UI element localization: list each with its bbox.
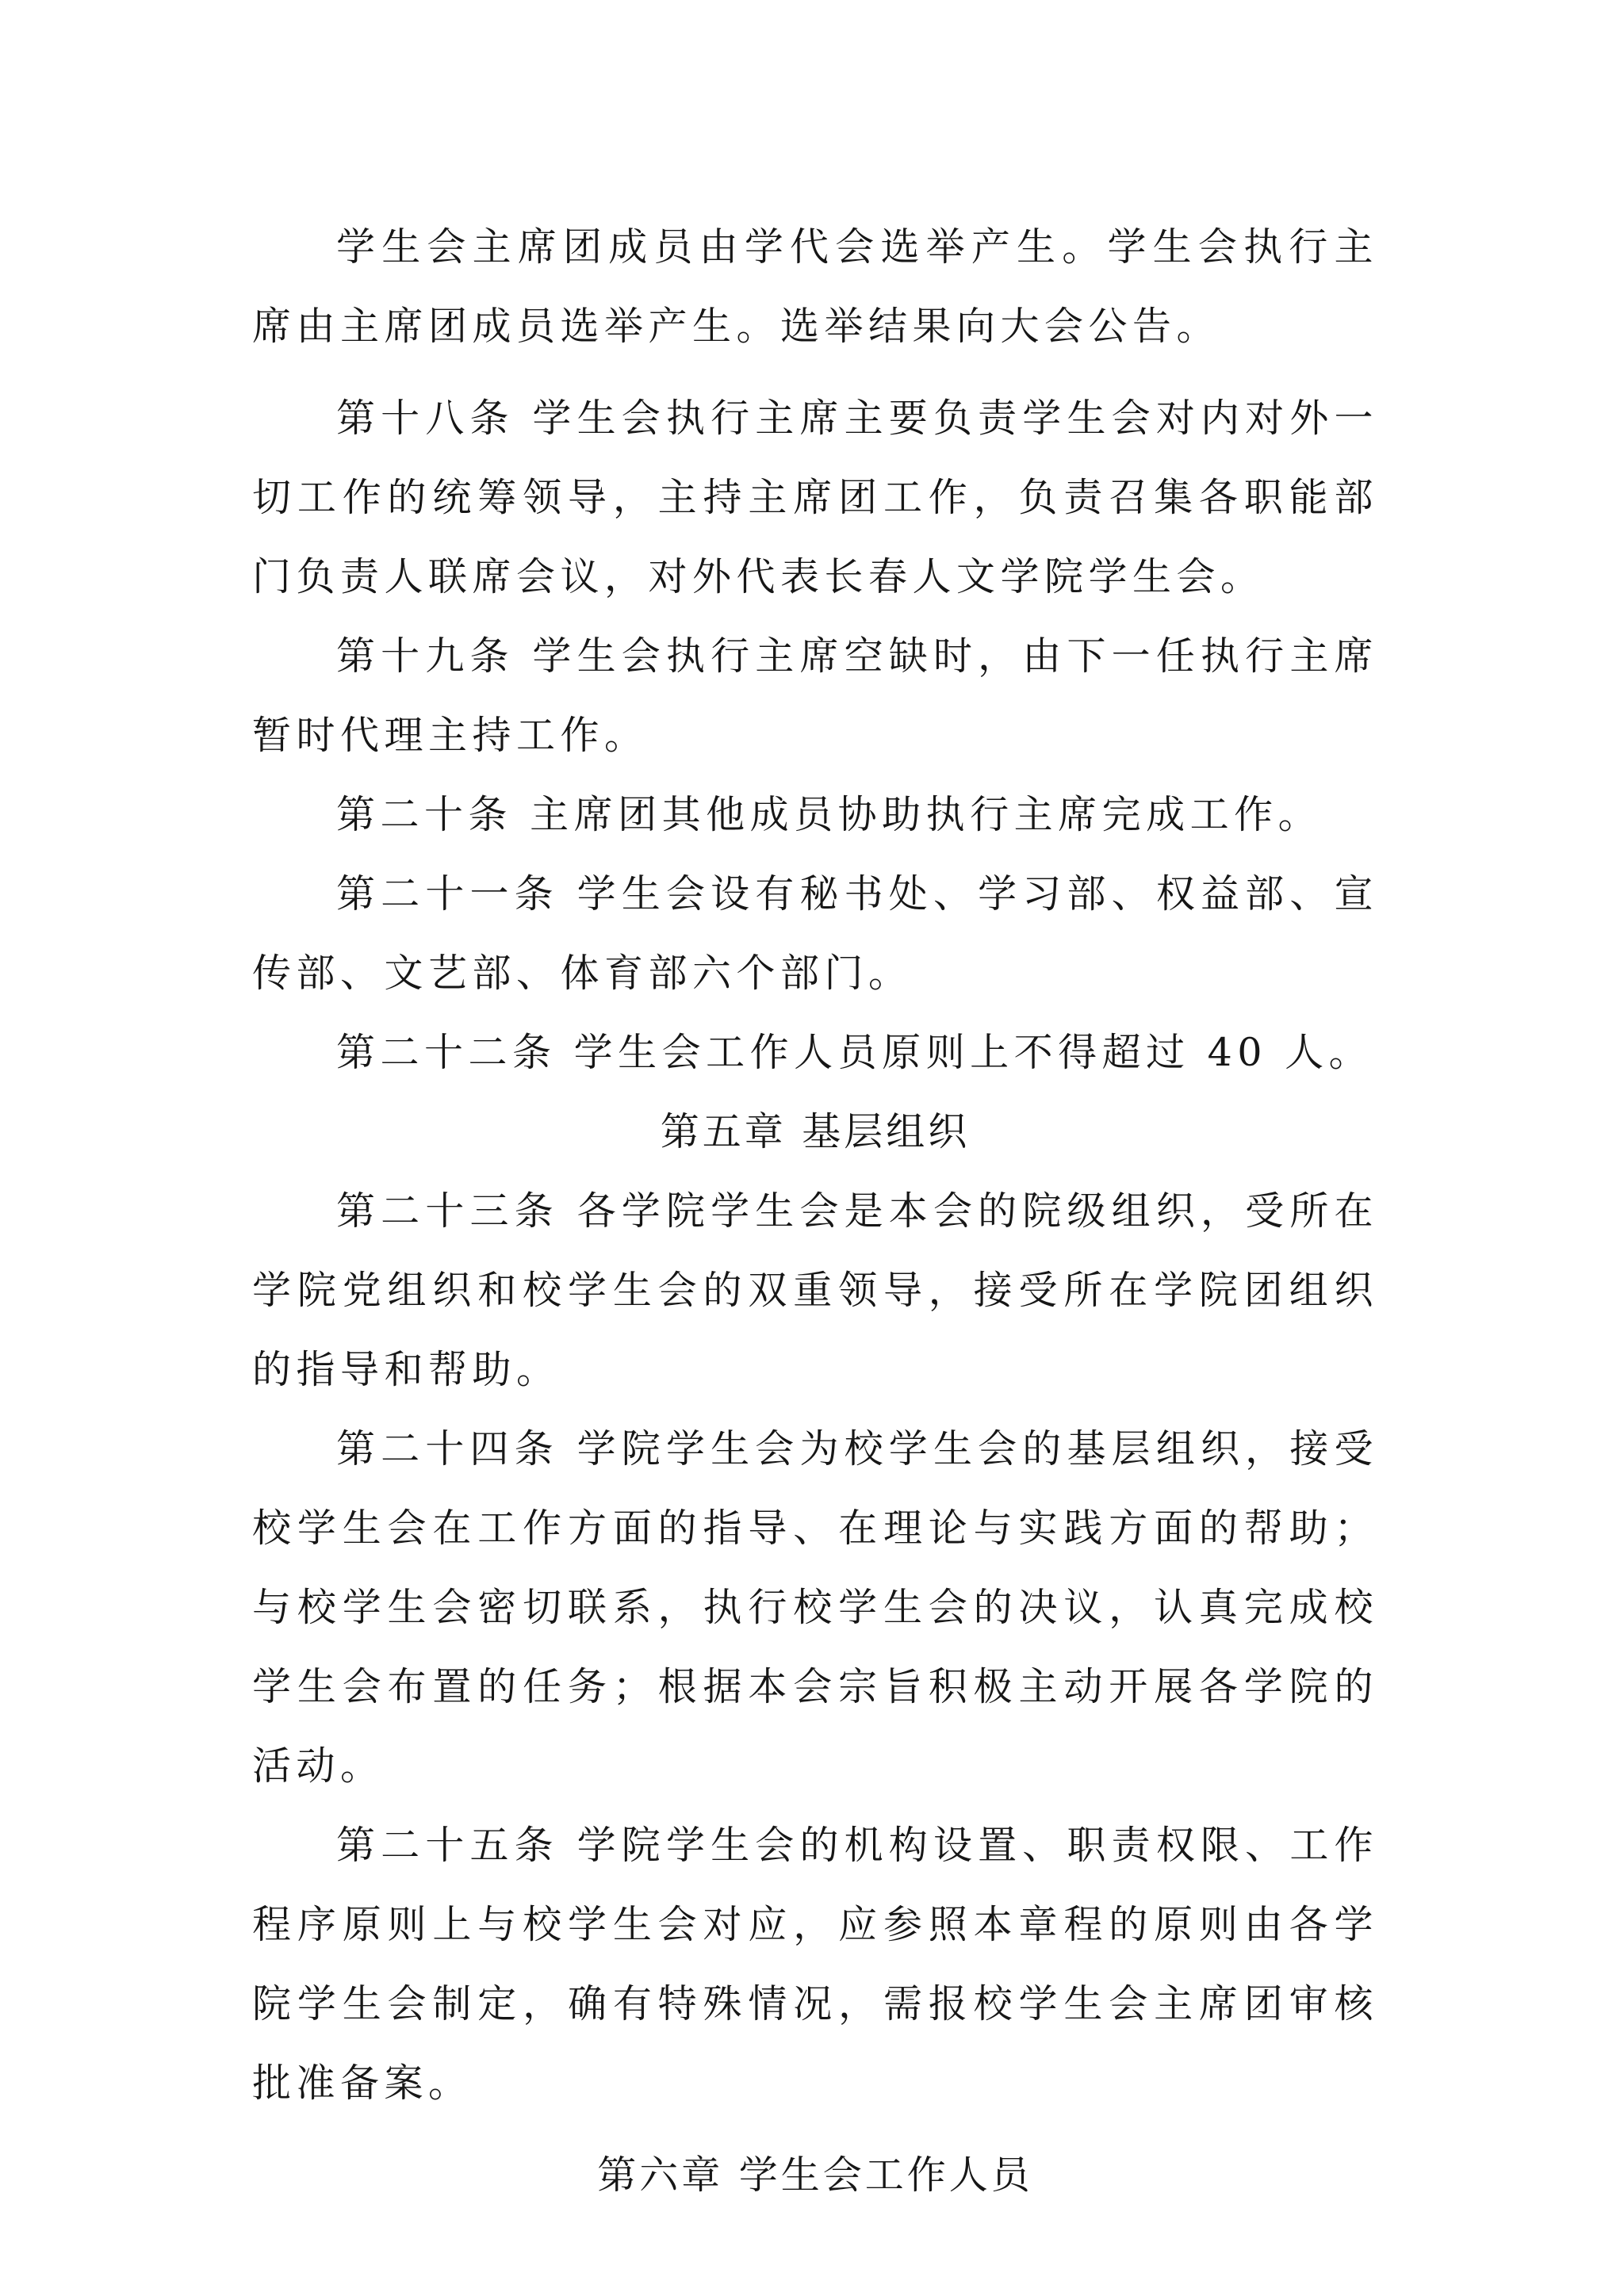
- article-25: 第二十五条 学院学生会的机构设置、职责权限、工作程序原则上与校学生会对应，应参照本章程的原则由各学院学生会制定，确有特殊情况，需报校学生会主席团审核批准备案。: [252, 1823, 1378, 2106]
- article-18: 第十八条 学生会执行主席主要负责学生会对内对外一切工作的统筹领导，主持主席团工作，负责召集各职能部门负责人联席会议，对外代表长春人文学院学生会。: [252, 396, 1378, 599]
- article-20: 第二十条 主席团其他成员协助执行主席完成工作。: [336, 792, 1323, 837]
- article-22: 第二十二条 学生会工作人员原则上不得超过 40 人。: [336, 1030, 1373, 1075]
- chapter-6-heading: 第六章 学生会工作人员: [597, 2152, 1033, 2198]
- article-21: 第二十一条 学生会设有秘书处、学习部、权益部、宣传部、文艺部、体育部六个部门。: [252, 871, 1378, 996]
- chapter-gap: [252, 2123, 1378, 2136]
- article-19: 第十九条 学生会执行主席空缺时，由下一任执行主席暂时代理主持工作。: [252, 633, 1378, 758]
- article-24: 第二十四条 学院学生会为校学生会的基层组织，接受校学生会在工作方面的指导、在理论与实践方面的帮助；与校学生会密切联系，执行校学生会的决议，认真完成校学生会布置的任务；根据本会宗旨积极主动开展各学院的活动。: [252, 1426, 1378, 1789]
- article-23: 第二十三条 各学院学生会是本会的院级组织，受所在学院党组织和校学生会的双重领导，接受所在学院团组织的指导和帮助。: [252, 1188, 1378, 1392]
- paragraph-gap: [252, 366, 1378, 379]
- paragraph-presidium-election: 学生会主席团成员由学代会选举产生。学生会执行主席由主席团成员选举产生。选举结果向大会公告。: [252, 224, 1378, 349]
- document-body: [252, 208, 1378, 2215]
- chapter-5-heading: 第五章 基层组织: [660, 1109, 971, 1154]
